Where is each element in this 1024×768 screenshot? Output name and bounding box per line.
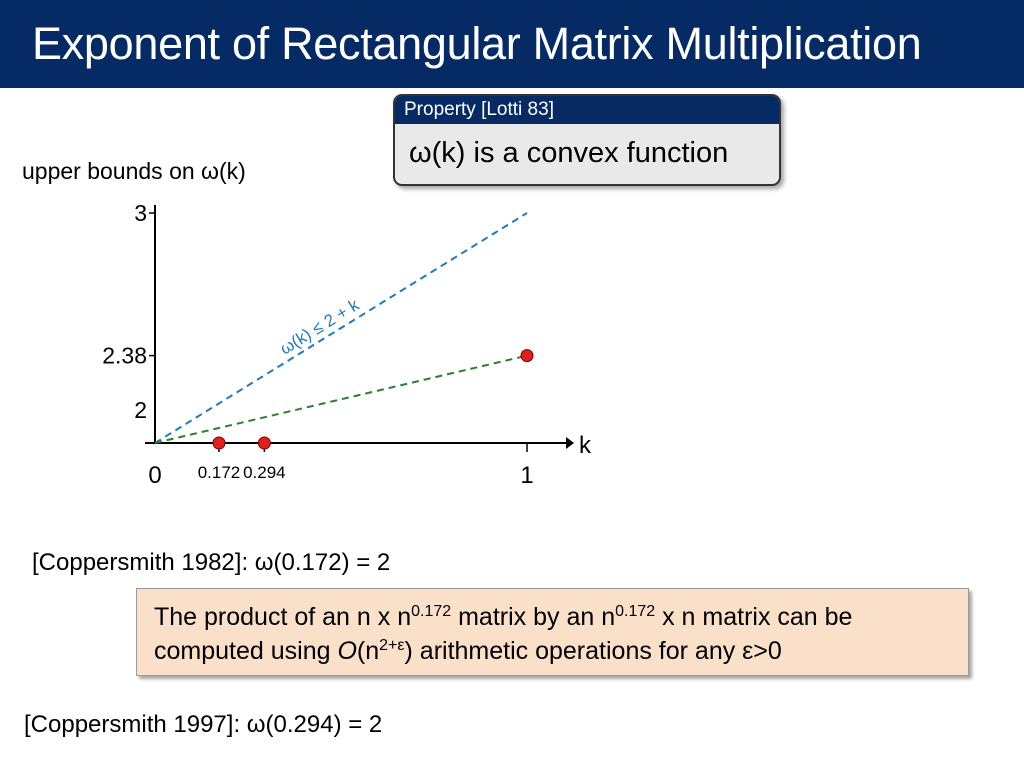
x-tick-label: 0.172 (197, 463, 241, 482)
x-axis-arrowhead (566, 437, 574, 449)
x-tick-label: 1 (520, 462, 534, 489)
exponent: 0.172 (615, 603, 656, 620)
x-tick-label: 0.294 (243, 463, 286, 482)
series-line-2 (155, 356, 527, 443)
slide-title: Exponent of Rectangular Matrix Multiplication (32, 18, 922, 69)
coppersmith-1997-result: [Coppersmith 1997]: ω(0.294) = 2 (24, 711, 383, 738)
x-axis-label: k (579, 432, 591, 459)
result-text-part: (n (356, 637, 380, 665)
exponent: 0.172 (411, 603, 452, 620)
result-text-part: ) arithmetic operations for any ε>0 (404, 637, 782, 665)
y-tick-label: 2.38 (102, 342, 147, 369)
y-tick-label: 2 (134, 397, 147, 423)
big-o: O (337, 637, 357, 665)
exponent: 2+ε (379, 637, 405, 654)
result-text-part: The product of an n x n (154, 603, 412, 631)
result-text-part: matrix by an n (451, 603, 616, 631)
property-box-header: Property [Lotti 83] (395, 96, 779, 124)
x-tick-label: 0 (148, 462, 162, 489)
result-box-line-1 (154, 600, 968, 634)
data-point-1 (213, 437, 225, 449)
data-point-2 (258, 437, 270, 449)
y-tick-label: 3 (134, 200, 147, 226)
series-line-1 (155, 213, 527, 443)
result-box (136, 588, 969, 676)
y-axis-label: upper bounds on ω(k) (22, 158, 246, 184)
result-box-line-2 (154, 634, 968, 668)
coppersmith-1982-result: [Coppersmith 1982]: ω(0.172) = 2 (32, 549, 391, 576)
result-text-part: computed using (154, 637, 338, 665)
result-text-part: x n matrix can be (655, 603, 853, 631)
property-box-body: ω(k) is a convex function (409, 137, 729, 169)
series-label: ω(k) ≤ 2 + k (276, 295, 363, 359)
data-point-3 (521, 350, 533, 362)
